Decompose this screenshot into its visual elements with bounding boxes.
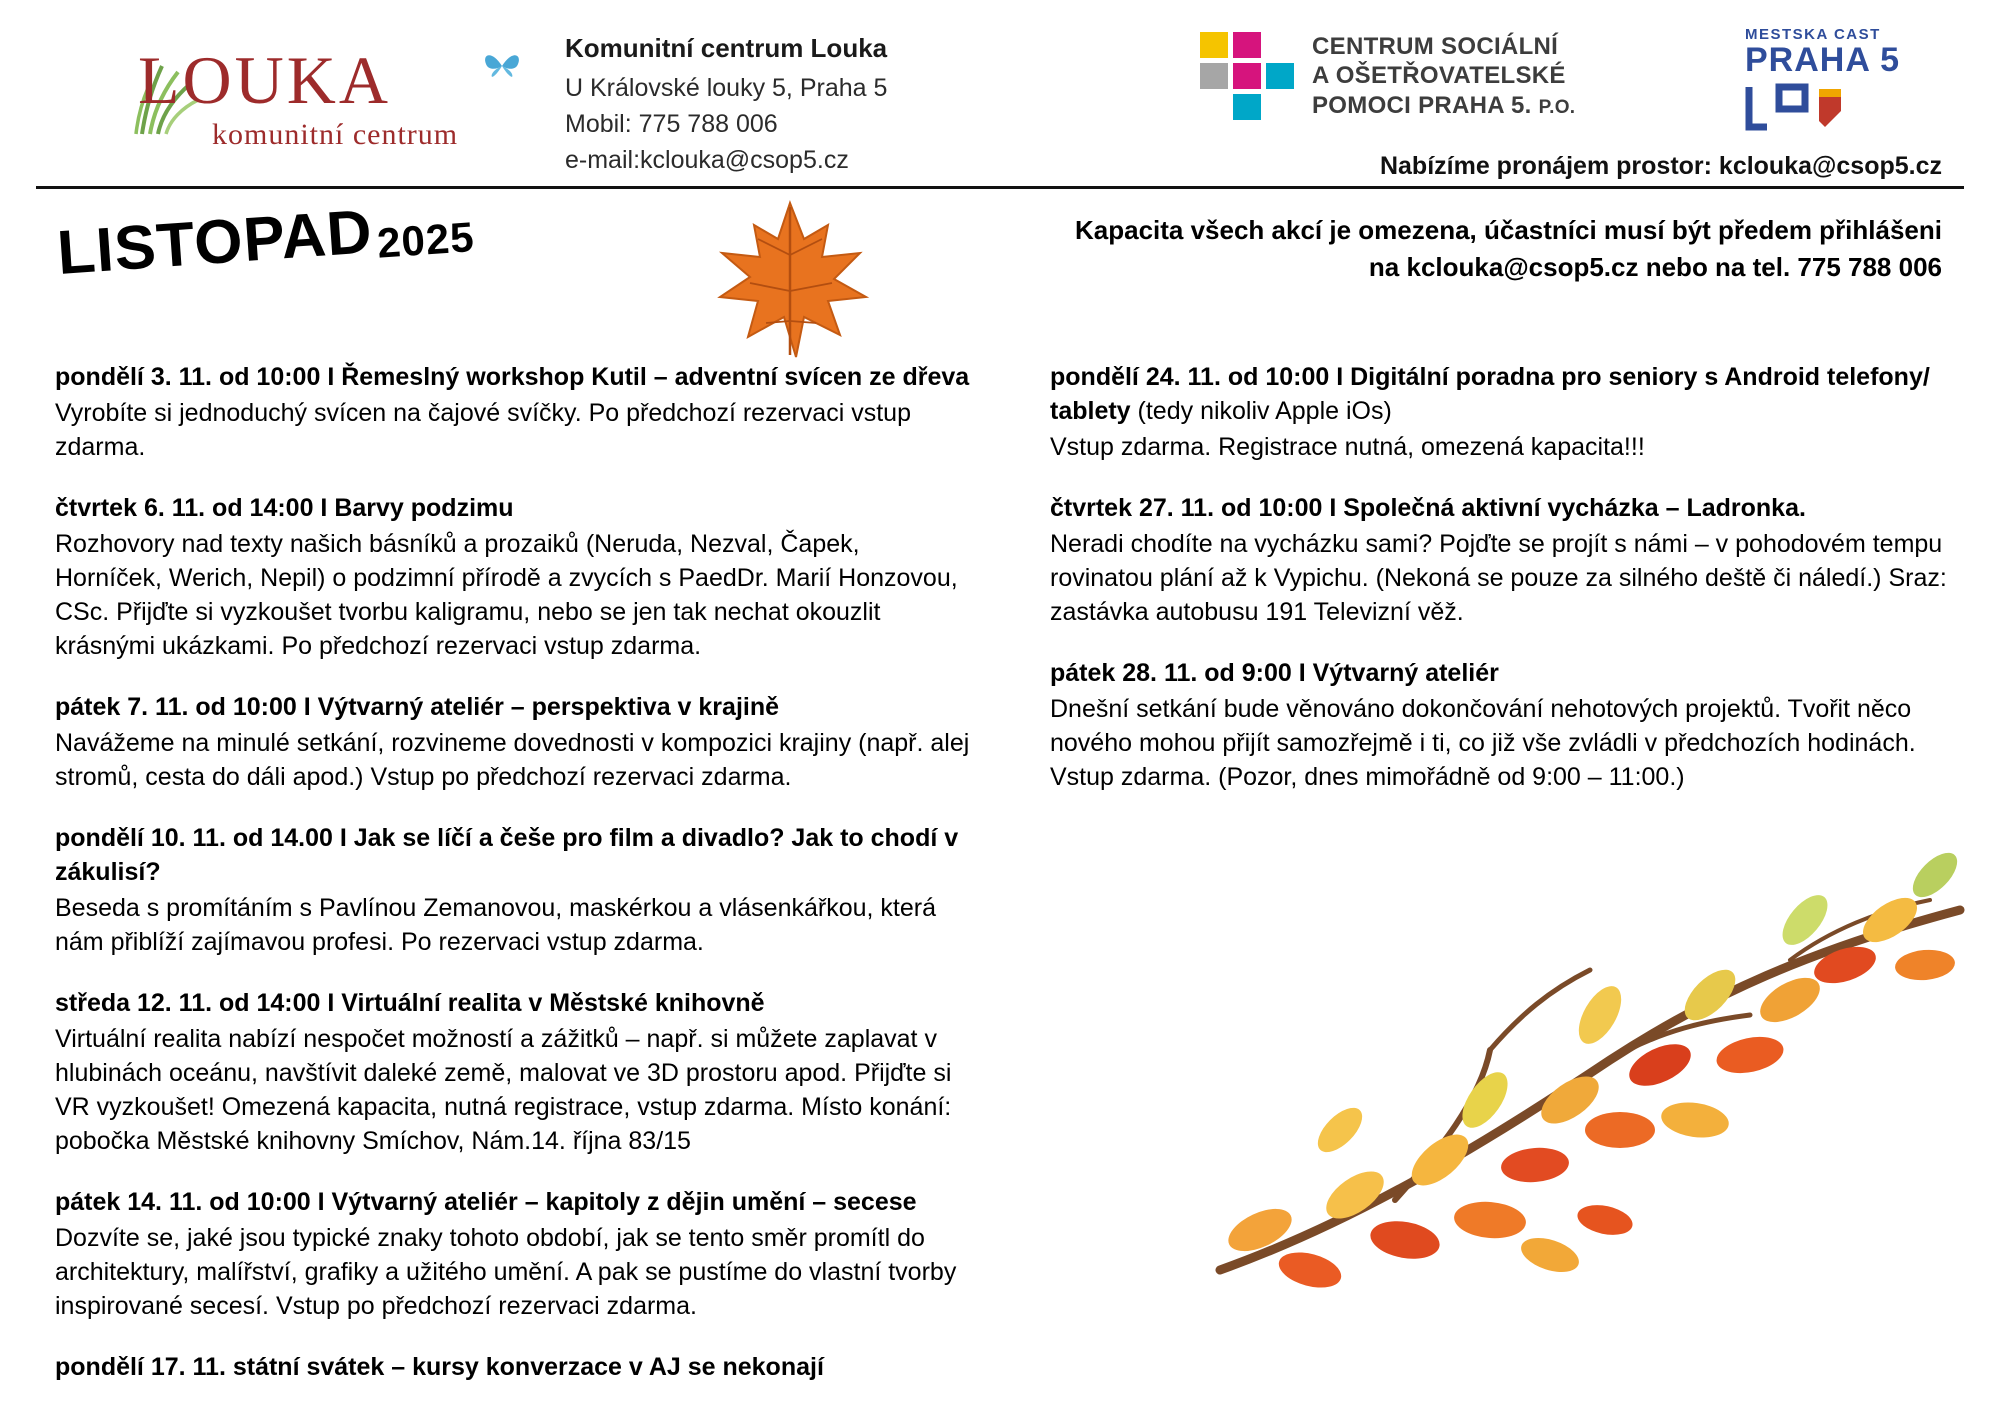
logo-subtitle: komunitní centrum <box>212 118 459 151</box>
rent-notice: Nabízíme pronájem prostor: kclouka@csop5.cz <box>1379 152 1942 180</box>
event-item <box>55 360 970 464</box>
event-item <box>1050 360 1985 464</box>
contact-email[interactable]: e-mail:kclouka@csop5.cz <box>565 146 849 175</box>
csop-line-2: A OŠETŘOVATELSKÉ <box>1312 62 1566 90</box>
logo-wordmark: LOUKA <box>138 42 391 118</box>
capacity-line-2: na kclouka@csop5.cz nebo na tel. 775 788 006 <box>1368 251 1942 282</box>
event-heading: pondělí 10. 11. od 14.00 I Jak se líčí a češe pro film a divadlo? Jak to chodí v zákulisí? <box>55 824 959 886</box>
event-description: Navážeme na minulé setkání, rozvineme dovednosti v kompozici krajiny (např. alej stromů, cesta do dáli apod.) Vstup po předchozí rezervaci zdarma. <box>55 729 970 791</box>
event-heading: čtvrtek 27. 11. od 10:00 I Společná aktivní vycházka – Ladronka. <box>1050 494 1806 522</box>
events-column-right <box>1050 360 1985 821</box>
event-description: Neradi chodíte na vycházku sami? Pojďte se projít s námi – v pohodovém tempu rovinatou plání až k Vypichu. (Nekoná se pouze za silného deště či náledí.) Sraz: zastávka autobusu 191 Televizní věž. <box>1050 530 1947 626</box>
page-header <box>0 0 2000 178</box>
event-item <box>55 690 970 794</box>
contact-title: Komunitní centrum Louka <box>565 33 888 63</box>
event-description: Vstup zdarma. Registrace nutná, omezená kapacita!!! <box>1050 433 1645 461</box>
praha5-main-label: PRAHA 5 <box>1745 41 1900 79</box>
event-description: Beseda s promítáním s Pavlínou Zemanovou, maskérkou a vlásenkářkou, která nám přiblíží zajímavou profesi. Po rezervaci vstup zdarma. <box>55 894 936 956</box>
event-item <box>55 986 970 1158</box>
event-description: Dnešní setkání bude věnováno dokončování nehotových projektů. Tvořit něco nového mohou přijít samozřejmě i ti, co již vše zvládli v předchozích hodinách. Vstup zdarma. (Pozor, dnes mimořádně od 9:00 – 11:00.) <box>1050 695 1916 791</box>
csop-line-3-text: POMOCI PRAHA 5. <box>1312 91 1532 119</box>
autumn-branch-illustration <box>1190 800 1980 1340</box>
praha5-emblem-icon <box>1745 83 1925 135</box>
csop-squares-icon <box>1200 32 1294 120</box>
page-title <box>55 189 476 290</box>
event-item <box>1050 491 1985 629</box>
event-description: Dozvíte se, jaké jsou typické znaky tohoto období, jak se tento směr promítl do architektury, malířství, grafiky a užitého umění. A pak se pustíme do vlastní tvorby inspirované secesí. Vstup po předchozí rezervaci zdarma. <box>55 1224 957 1320</box>
event-heading-suffix: (tedy nikoliv Apple iOs) <box>1130 397 1392 425</box>
capacity-notice <box>852 212 1942 286</box>
event-heading-text: pondělí 24. 11. od 10:00 I Digitální poradna pro seniory s Android telefony/ tablety <box>1050 363 1930 425</box>
capacity-line-1: Kapacita všech akcí je omezena, účastníci musí být předem přihlášeni <box>1074 215 1942 245</box>
louka-logo <box>60 22 530 152</box>
event-heading: pátek 7. 11. od 10:00 I Výtvarný ateliér – perspektiva v krajině <box>55 693 780 721</box>
contact-phone: Mobil: 775 788 006 <box>565 109 778 138</box>
event-item <box>55 1350 970 1384</box>
praha5-logo <box>1745 26 1925 131</box>
contact-info <box>565 30 887 178</box>
event-heading <box>1050 360 1985 428</box>
event-description: Vyrobíte si jednoduchý svícen na čajové svíčky. Po předchozí rezervaci vstup zdarma. <box>55 399 911 461</box>
event-item <box>55 821 970 959</box>
butterfly-icon <box>480 46 524 86</box>
praha5-top-label: MESTSKA CAST <box>1745 26 1881 43</box>
event-heading: pondělí 17. 11. státní svátek – kursy konverzace v AJ se nekonají <box>55 1353 824 1381</box>
contact-address: U Královské louky 5, Praha 5 <box>565 73 888 102</box>
event-heading: pátek 14. 11. od 10:00 I Výtvarný ateliér – kapitoly z dějin umění – secese <box>55 1188 917 1216</box>
events-column-left <box>55 360 970 1411</box>
event-heading: čtvrtek 6. 11. od 14:00 I Barvy podzimu <box>55 494 514 522</box>
header-divider <box>36 186 1964 189</box>
month-label: LISTOPAD <box>55 197 375 289</box>
event-item <box>55 1185 970 1323</box>
csop-logo <box>1200 32 1575 120</box>
csop-line-3 <box>1312 91 1575 120</box>
event-heading: pondělí 3. 11. od 10:00 I Řemeslný workshop Kutil – adventní svícen ze dřeva <box>55 363 970 391</box>
event-heading: středa 12. 11. od 14:00 I Virtuální realita v Městské knihovně <box>55 989 765 1017</box>
event-description: Virtuální realita nabízí nespočet možností a zážitků – např. si můžete zaplavat v hlubinách oceánu, navštívit daleké země, malovat ve 3D prostoru apod. Přijďte si VR vyzkoušet! Omezená kapacita, nutná registrace, vstup zdarma. Místo konání: pobočka Městské knihovny Smíchov, Nám.14. října 83/15 <box>55 1025 952 1155</box>
event-description: Rozhovory nad texty našich básníků a prozaiků (Neruda, Nezval, Čapek, Horníček, Werich, Nepil) o podzimní přírodě a zvycích s PaedDr. Marií Honzovou, CSc. Přijďte si vyzkoušet tvorbu kaligramu, nebo se jen tak nechat okouzlit krásnými ukázkami. Po předchozí rezervaci vstup zdarma. <box>55 530 958 660</box>
event-heading: pátek 28. 11. od 9:00 I Výtvarný ateliér <box>1050 659 1499 687</box>
csop-line-3-suffix: P.O. <box>1538 96 1576 118</box>
csop-line-1: CENTRUM SOCIÁLNÍ <box>1312 33 1559 61</box>
year-label: 2025 <box>375 213 477 267</box>
csop-name <box>1312 32 1575 120</box>
event-item <box>55 491 970 663</box>
event-item <box>1050 656 1985 794</box>
